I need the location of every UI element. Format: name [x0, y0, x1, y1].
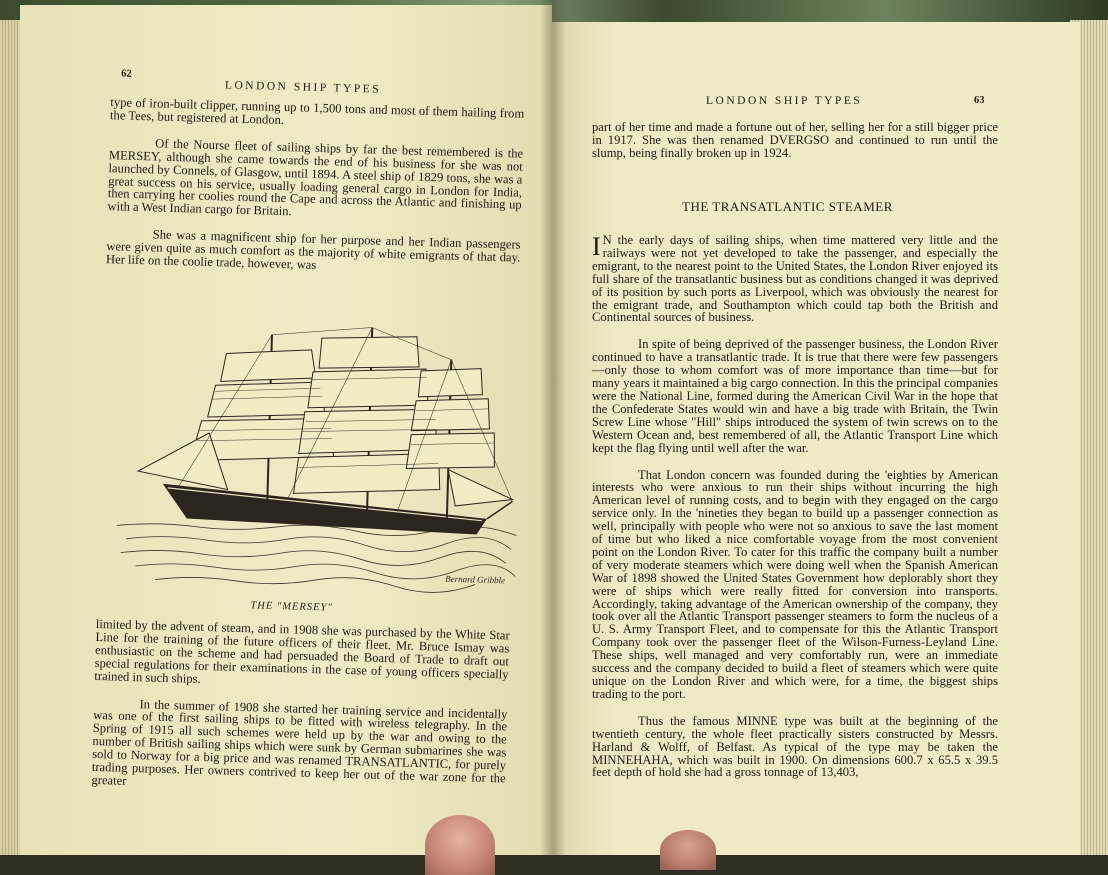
paragraph: In the summer of 1908 she started her training service and incidentally was one of the first sailing ships to be fitted with wireless telegraphy. In the Spring of 1915 all such schemes were held up by the war and owing to the number of British sailing ships which were sunk by German submarines she was sold to Norway for a big price and was renamed TRANSATLANTIC, for purely trading purposes. Her owners contrived to keep her out of the war zone for the greater [91, 696, 508, 788]
paragraph-first [592, 234, 998, 324]
paragraph-text: N the early days of sailing ships, when time mattered very little and the railways were not yet developed to take the passenger, and especially the emigrant, to the nearest point to the United States, the London River enjoyed its full share of the transatlantic business but as conditions changed it was deprived of its position by such ports as Liverpool, which was obviously the nearest for the emigrant trade, and Southampton which could tap both the British and Continental sources of business. [592, 233, 998, 325]
artist-signature: Bernard Gribble [445, 573, 506, 586]
running-head: LONDON SHIP TYPES [706, 95, 863, 107]
thumb [425, 815, 495, 875]
paragraph: limited by the advent of steam, and in 1908 she was purchased by the White Star Line for the training of the future officers of their fleet. Mr. Bruce Ismay was enthusiastic on the scheme and had persuaded the Board of Trade to draft out special regulations for their examinations in the case of young officers specially trained in such ships. [94, 616, 510, 686]
figure-caption: THE "MERSEY" [250, 600, 333, 614]
text-block-intro [592, 121, 998, 160]
paragraph: Thus the famous MINNE type was built at the beginning of the twentieth century, the whole fleet practically sisters constructed by Messrs. Harland & Wolff, of Belfast. As typical of the type may be taken the MINNEHAHA, which was built in 1900. On dimensions 600.7 x 65.5 x 39.5 feet depth of hold she had a gross tonnage of 13,403, [592, 713, 998, 780]
paragraph: Of the Nourse fleet of sailing ships by far the best remembered is the MERSEY, although she came towards the end of his business for she was not launched by Connels, of Glasgow, until 1894. A steel ship of 1829 tons, she was a great success on his service, usually loading general cargo in London for India, then carrying her coolies round the Cape and across the Atlantic and finishing up with a West Indian cargo for Britain. [107, 136, 524, 219]
paragraph: type of iron-built clipper, running up to 1,500 tons and most of them hailing from the Tees, but registered at London. [109, 95, 525, 127]
paragraph: In spite of being deprived of the passenger business, the London River continued to have a transatlantic trade. It is true that there were few passengers—only those to whom comfort was of more importance than time—but for many years it maintained a big cargo connection. In this the principal companies were the National Line, formed during the American Civil War in the hope that the Confederate States would win and have a big trade with Britain, the Twin Screw Line whose "Hill" ships introduced the system of twin screws on to the Western Ocean and, best remembered of all, the Atlantic Transport Line which kept the flag flying until well after the war. [592, 337, 998, 455]
paragraph: part of her time and made a fortune out of her, selling her for a still bigger price in 1917. She was then renamed DVERGSO and continued to run until the slump, being finally broken up in 1924. [592, 120, 998, 160]
text-block-bottom [91, 618, 510, 798]
ship-illustration [114, 311, 522, 612]
drop-cap: I [592, 232, 601, 261]
page-number: 63 [974, 95, 985, 106]
section-heading: THE TRANSATLANTIC STEAMER [682, 199, 893, 214]
left-page [20, 5, 552, 855]
book-gutter [540, 0, 566, 855]
paragraph: She was a magnificent ship for her purpose and her Indian passengers were given quite as much comfort as the majority of white emigrants of that day. Her life on the coolie trade, however, was [105, 227, 521, 273]
text-block-main [592, 234, 998, 779]
paragraph: That London concern was founded during the 'eighties by American interests who were anxious to run their ships without incurring the high American level of running costs, and to begin with they engaged on the cargo service only. In the 'nineties they began to build up a passenger connection as well, principally with people who were not so anxious to save the last moment of time but who liked a nice comfortable voyage from the most convenient point on the London River. To cater for this traffic the company built a number of very moderate steamers which were doing well when the Spanish American War of 1898 showed the United States Government how deplorably short they were of ships which were really fitted for conversion into transports. Accordingly, taking advantage of the American ownership of the company, they took over all the Atlantic Transport passenger steamers to form the nucleus of a U. S. Army Transport Fleet, and to compensate for this the Atlantic Transport Company took over the passenger fleet of the Wilson-Furness-Leyland Line. These ships, well managed and very comfortably run, were an immediate success and the company decided to build a fleet of steamers which were quite unique on the London River and which were, for a time, the biggest ships trading to the port. [592, 467, 998, 701]
running-head: LONDON SHIP TYPES [224, 79, 382, 96]
finger [660, 830, 716, 870]
page-number: 62 [121, 68, 132, 80]
text-block-top [106, 96, 525, 277]
right-page [552, 22, 1080, 855]
